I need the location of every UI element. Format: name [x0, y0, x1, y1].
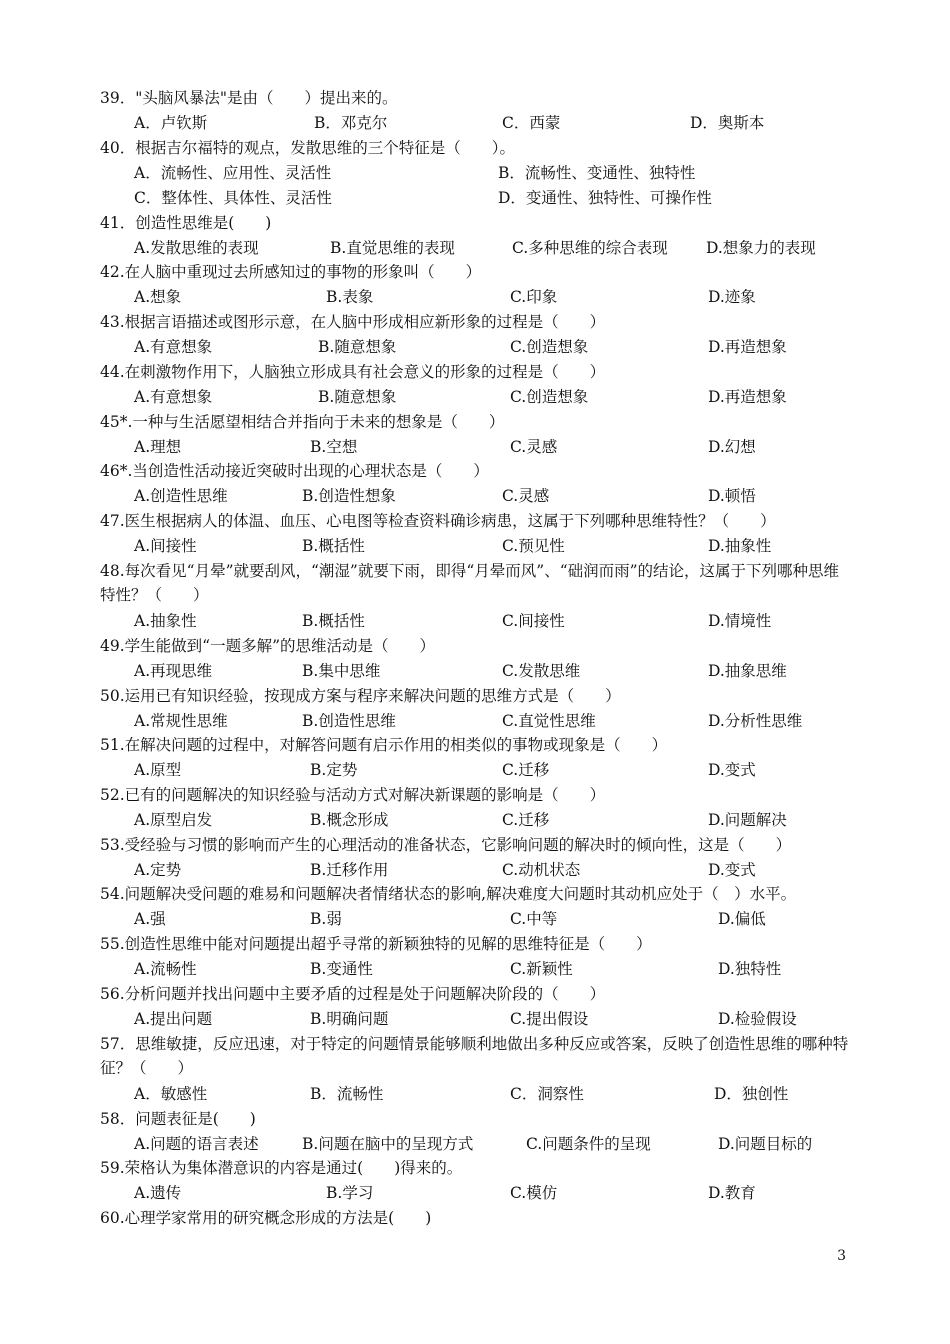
answer-option: D.抽象性: [708, 537, 772, 555]
answer-option: D.教育: [708, 1184, 756, 1202]
answer-option: C.问题条件的呈现: [526, 1135, 651, 1153]
answer-option: B．邓克尔: [314, 114, 388, 132]
answer-option: C.预见性: [502, 537, 565, 555]
answer-option: A.理想: [134, 438, 182, 456]
question-stem: 59.荣格认为集体潜意识的内容是通过( )得来的。: [100, 1159, 463, 1177]
answer-option: B.弱: [310, 910, 342, 928]
question-stem: 49.学生能做到“一题多解”的思维活动是（ ）: [100, 637, 435, 655]
answer-option: B.直觉思维的表现: [330, 239, 455, 257]
answer-option: A.再现思维: [134, 662, 213, 680]
answer-option: A．流畅性、应用性、灵活性: [134, 164, 332, 182]
answer-option: C.直觉性思维: [502, 712, 596, 730]
answer-option: B.随意想象: [318, 338, 397, 356]
answer-option: A.想象: [134, 288, 182, 306]
answer-option: A.定势: [134, 861, 182, 879]
answer-option: D.问题解决: [708, 811, 787, 829]
answer-option: A.间接性: [134, 537, 197, 555]
question-stem: 40．根据吉尔福特的观点，发散思维的三个特征是（ ）。: [100, 139, 515, 157]
answer-option: D.分析性思维: [708, 712, 803, 730]
question-stem: 44.在刺激物作用下，人脑独立形成具有社会意义的形象的过程是（ ）: [100, 363, 606, 381]
answer-option: B.变通性: [310, 960, 373, 978]
answer-option: A.提出问题: [134, 1010, 213, 1028]
question-stem: 51.在解决问题的过程中，对解答问题有启示作用的相类似的事物或现象是（ ）: [100, 736, 668, 754]
answer-option: D.想象力的表现: [706, 239, 816, 257]
answer-option: B.问题在脑中的呈现方式: [302, 1135, 474, 1153]
answer-option: A.创造性思维: [134, 487, 228, 505]
answer-option: B.迁移作用: [310, 861, 389, 879]
question-stem: 47.医生根据病人的体温、血压、心电图等检查资料确诊病患，这属于下列哪种思维特性？（ ）: [100, 512, 776, 530]
page-number: 3: [837, 1248, 846, 1264]
question-stem: 50.运用已有知识经验，按现成方案与程序来解决问题的思维方式是（ ）: [100, 687, 621, 705]
answer-option: D.检验假设: [718, 1010, 797, 1028]
answer-option: C.发散思维: [502, 662, 581, 680]
answer-option: A.原型启发: [134, 811, 213, 829]
answer-option: C.中等: [510, 910, 558, 928]
answer-option: D．独创性: [714, 1085, 789, 1103]
answer-option: C．整体性、具体性、灵活性: [134, 189, 332, 207]
answer-option: C.模仿: [510, 1184, 558, 1202]
question-stem: 55.创造性思维中能对问题提出超乎寻常的新颖独特的见解的思维特征是（ ）: [100, 935, 652, 953]
question-stem: 52.已有的问题解决的知识经验与活动方式对解决新课题的影响是（ ）: [100, 786, 606, 804]
question-stem: 56.分析问题并找出问题中主要矛盾的过程是处于问题解决阶段的（ ）: [100, 985, 606, 1003]
answer-option: A.有意想象: [134, 338, 213, 356]
answer-option: A．卢钦斯: [134, 114, 208, 132]
answer-option: A.流畅性: [134, 960, 197, 978]
question-stem: 46*.当创造性活动接近突破时出现的心理状态是（ ）: [100, 462, 489, 480]
answer-option: C.提出假设: [510, 1010, 589, 1028]
answer-option: C.新颖性: [510, 960, 573, 978]
question-stem: 48.每次看见“月晕”就要刮风，“潮湿”就要下雨，即得“月晕而风”、“础润而雨”的结论，这属于下列哪种思维特性？（ ）: [100, 562, 840, 604]
answer-option: B.空想: [310, 438, 358, 456]
answer-option: A.遗传: [134, 1184, 182, 1202]
answer-option: D.问题目标的: [718, 1135, 813, 1153]
answer-option: B.创造性思维: [302, 712, 396, 730]
answer-option: D.偏低: [718, 910, 766, 928]
answer-option: B.概括性: [302, 612, 365, 630]
question-stem: 45*.一种与生活愿望相结合并指向于未来的想象是（ ）: [100, 413, 505, 431]
answer-option: B.学习: [326, 1184, 374, 1202]
answer-option: B.集中思维: [302, 662, 381, 680]
answer-option: D.再造想象: [708, 388, 787, 406]
answer-option: C.灵感: [502, 487, 550, 505]
question-stem: 39．"头脑风暴法"是由（ ）提出来的。: [100, 89, 398, 107]
answer-option: D.变式: [708, 861, 756, 879]
answer-option: C．西蒙: [502, 114, 561, 132]
answer-option: D.独特性: [718, 960, 782, 978]
question-stem: 43.根据言语描述或图形示意，在人脑中形成相应新形象的过程是（ ）: [100, 313, 606, 331]
answer-option: B．流畅性: [310, 1085, 384, 1103]
answer-option: A.抽象性: [134, 612, 197, 630]
question-stem: 58．问题表征是( ): [100, 1110, 256, 1128]
question-stem: 57．思维敏捷，反应迅速，对于特定的问题情景能够顺利地做出多种反应或答案，反映了创造性思维的哪种特征？（ ）: [100, 1035, 849, 1077]
answer-option: C.多种思维的综合表现: [512, 239, 668, 257]
answer-option: C.迁移: [502, 811, 550, 829]
answer-option: D.顿悟: [708, 487, 756, 505]
answer-option: D.再造想象: [708, 338, 787, 356]
answer-option: B.概念形成: [310, 811, 389, 829]
answer-option: B.创造性想象: [302, 487, 396, 505]
question-stem: 53.受经验与习惯的影响而产生的心理活动的准备状态，它影响问题的解决时的倾向性，这是（ ）: [100, 836, 792, 854]
answer-option: B.概括性: [302, 537, 365, 555]
answer-option: C.印象: [510, 288, 558, 306]
answer-option: D.情境性: [708, 612, 772, 630]
answer-option: A.强: [134, 910, 166, 928]
answer-option: D.变式: [708, 761, 756, 779]
answer-option: B.定势: [310, 761, 358, 779]
answer-option: B.随意想象: [318, 388, 397, 406]
answer-option: C.创造想象: [510, 388, 589, 406]
answer-option: A.原型: [134, 761, 182, 779]
answer-option: C.灵感: [510, 438, 558, 456]
question-stem: 60.心理学家常用的研究概念形成的方法是( ): [100, 1209, 432, 1227]
answer-option: D.抽象思维: [708, 662, 787, 680]
answer-option: C.迁移: [502, 761, 550, 779]
answer-option: A.发散思维的表现: [134, 239, 259, 257]
answer-option: D.迹象: [708, 288, 756, 306]
question-stem: 42.在人脑中重现过去所感知过的事物的形象叫（ ）: [100, 263, 482, 281]
question-stem: 54.问题解决受问题的难易和问题解决者情绪状态的影响,解决难度大问题时其动机应处于（ ）水平。: [100, 885, 797, 903]
answer-option: B.表象: [326, 288, 374, 306]
answer-option: C.间接性: [502, 612, 565, 630]
answer-option: A.问题的语言表述: [134, 1135, 259, 1153]
question-stem: 41．创造性思维是( ): [100, 214, 272, 232]
answer-option: A.常规性思维: [134, 712, 228, 730]
answer-option: C．洞察性: [510, 1085, 584, 1103]
answer-option: B．流畅性、变通性、独特性: [498, 164, 696, 182]
answer-option: B.明确问题: [310, 1010, 389, 1028]
answer-option: A.有意想象: [134, 388, 213, 406]
answer-option: A．敏感性: [134, 1085, 208, 1103]
answer-option: D.幻想: [708, 438, 756, 456]
answer-option: D．奥斯本: [690, 114, 765, 132]
answer-option: C.创造想象: [510, 338, 589, 356]
answer-option: C.动机状态: [502, 861, 581, 879]
answer-option: D．变通性、独特性、可操作性: [498, 189, 712, 207]
